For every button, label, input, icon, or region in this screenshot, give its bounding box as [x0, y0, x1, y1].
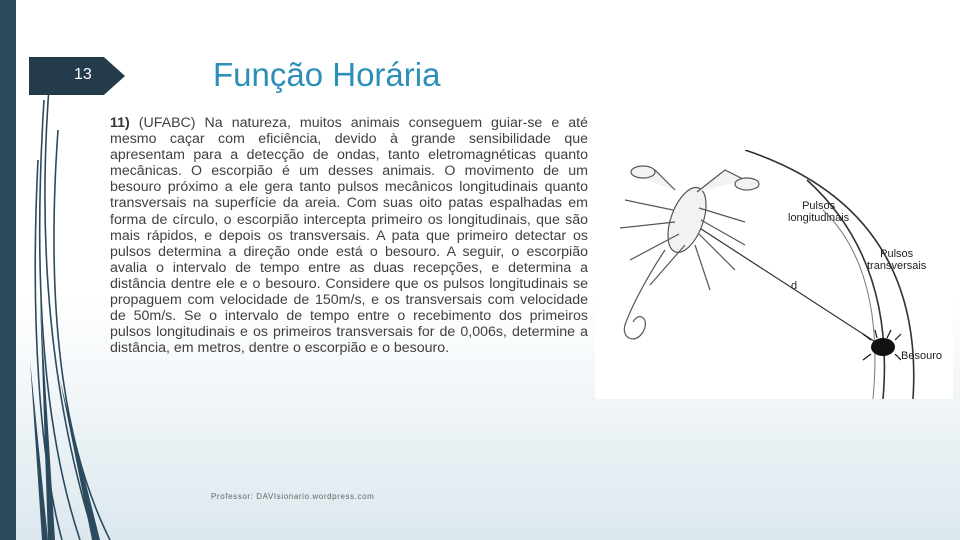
- slide-title: Função Horária: [213, 56, 441, 93]
- label-longitudinal-line-2: longitudinais: [788, 212, 850, 224]
- label-transversal: [867, 248, 926, 272]
- slide-number: 13: [74, 66, 92, 83]
- label-distance: d: [791, 280, 798, 292]
- label-transversal-line-2: transversais: [867, 260, 927, 272]
- question-text: (UFABC) Na natureza, muitos animais conseguem guiar-se e até mesmo caçar com eficiência, devido à grande sensibilidade que apresentam para a detecção de ondas, tanto eletromagnéticas quanto mecânicas. O escorpião é um desses animais. O movimento de um besouro próximo a ele gera tanto pulsos mecânicos longitudinais quanto transversais na superfície da areia. Com suas oito patas espalhadas em forma de círculo, o escorpião intercepta primeiro os longitudinais, que são mais rápidos, e depois os transversais. A pata que primeiro detectar os pulsos determina a direção onde está o besouro. A seguir, o escorpião avalia o intervalo de tempo entre as duas recepções, e determina a distância dentre ele e o besouro. Considere que os pulsos longitudinais se propaguem com velocidade de 150m/s, e os transversais com velocidade de 50m/s. Se o intervalo de tempo entre o recebimento dos primeiros pulsos longitudinais e os primeiros transversais for de 0,006s, determine a distância, em metros, dentre o escorpião e o besouro.: [110, 115, 588, 357]
- label-transversal-line-1: Pulsos: [880, 248, 914, 260]
- label-beetle: Besouro: [901, 350, 942, 362]
- label-longitudinal-line-1: Pulsos: [802, 200, 836, 212]
- transversal-wave-arc-inner: [823, 210, 875, 399]
- question-body: [110, 115, 588, 356]
- distance-line: [695, 225, 880, 345]
- label-longitudinal: [788, 200, 849, 224]
- scorpion-beetle-figure: [595, 150, 953, 399]
- footer-credit: Professor: DAVIsionario.wordpress.com: [211, 492, 375, 501]
- figure-drawing: [595, 150, 953, 399]
- question-number: 11): [110, 115, 130, 131]
- beetle-icon: [863, 330, 901, 360]
